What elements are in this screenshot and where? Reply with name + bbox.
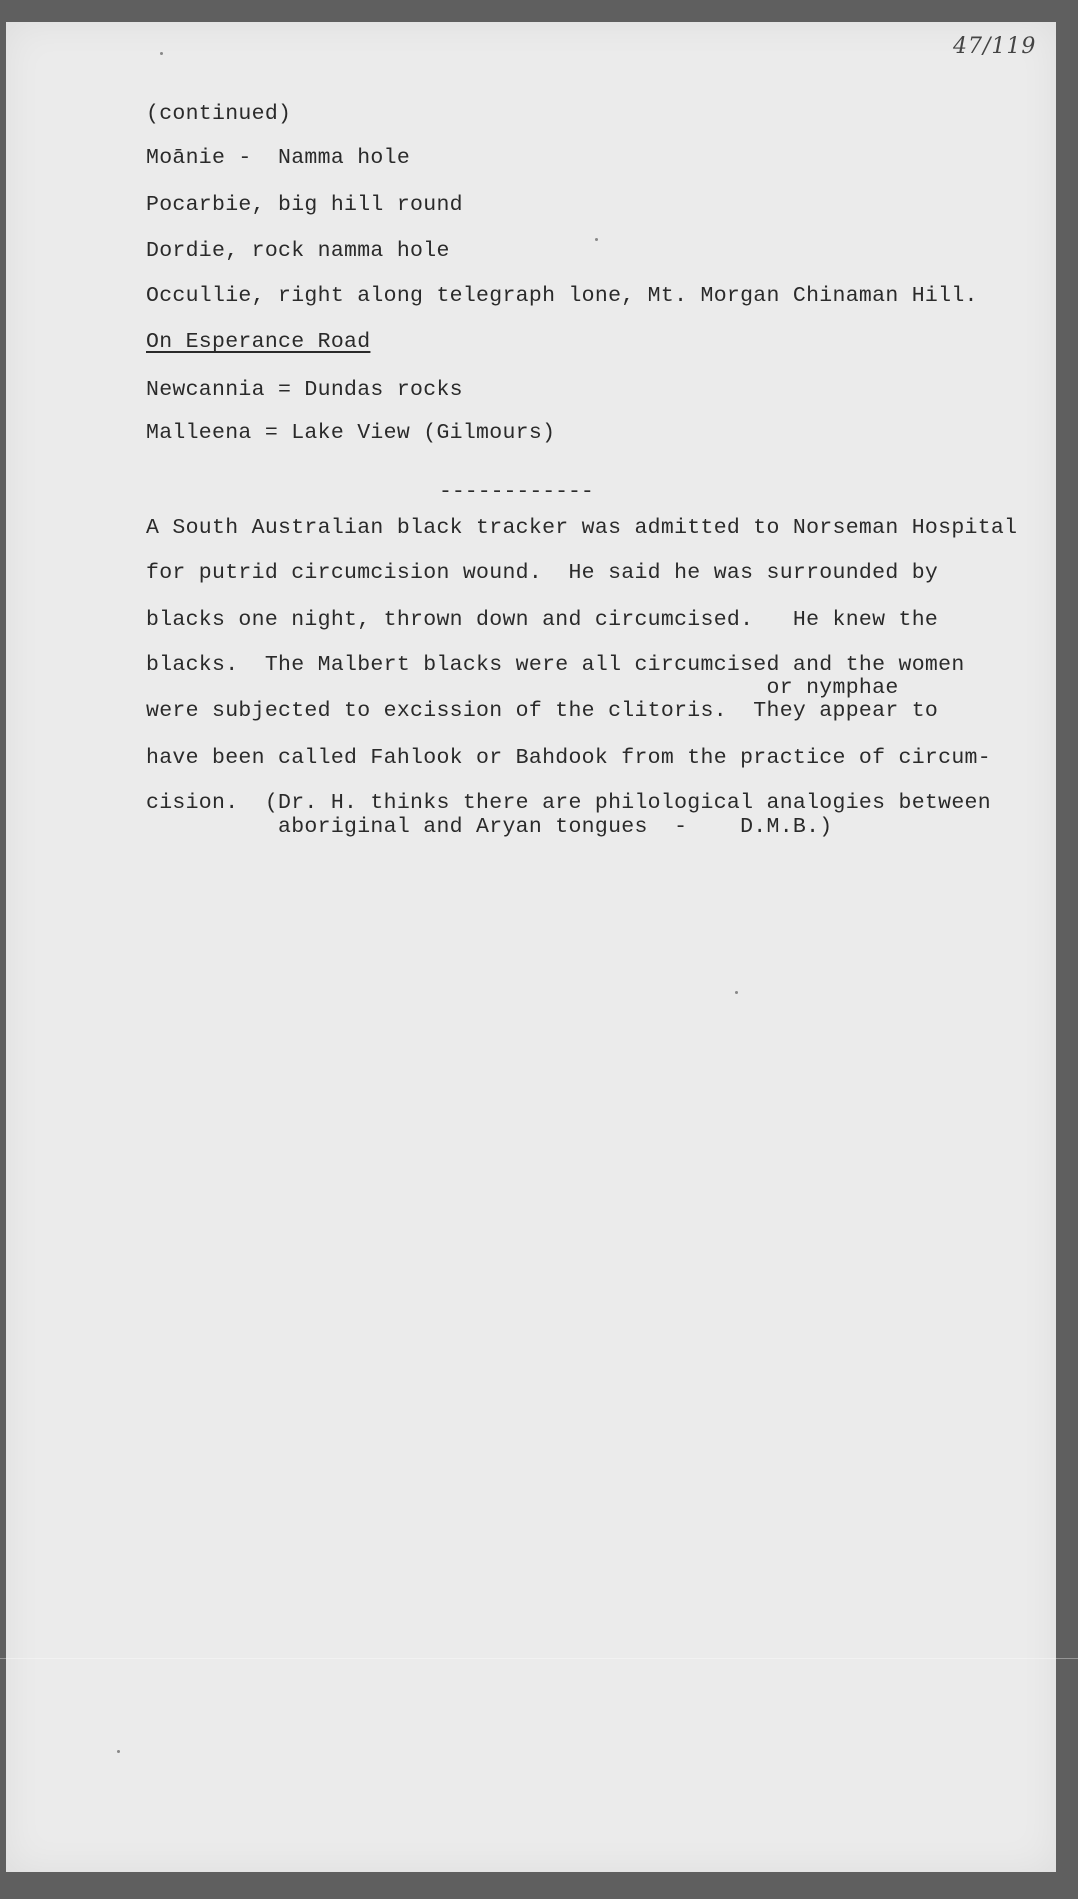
continued-label: (continued) — [146, 102, 292, 126]
place-line-occullie: Occullie, right along telegraph lone, Mt. Morgan Chinaman Hill. — [146, 284, 978, 308]
paper-speck — [735, 991, 738, 994]
page-number: 47/119 — [953, 34, 1037, 59]
place-line-pocarbie: Pocarbie, big hill round — [146, 193, 463, 217]
scan-seam — [0, 1658, 1078, 1659]
paper-speck — [117, 1750, 120, 1753]
paragraph-line: cision. (Dr. H. thinks there are philological analogies between — [146, 791, 991, 815]
section-heading-esperance-road: On Esperance Road — [146, 330, 371, 354]
paragraph-line: blacks. The Malbert blacks were all circumcised and the women — [146, 653, 965, 677]
paper-speck — [595, 238, 598, 241]
paragraph-line: were subjected to excission of the clitoris. They appear to — [146, 699, 939, 723]
paragraph-line: have been called Fahlook or Bahdook from the practice of circum- — [146, 746, 991, 770]
paragraph-line: for putrid circumcision wound. He said he was surrounded by — [146, 561, 939, 585]
paragraph-line: aboriginal and Aryan tongues - D.M.B.) — [146, 815, 833, 839]
section-divider: ------------ — [439, 480, 594, 504]
paragraph-line: blacks one night, thrown down and circumcised. He knew the — [146, 608, 939, 632]
place-line-newcannia: Newcannia = Dundas rocks — [146, 378, 463, 402]
place-line-moanie: Moānie - Namma hole — [146, 146, 411, 170]
place-line-malleena: Malleena = Lake View (Gilmours) — [146, 421, 556, 445]
interlinear-insertion: or nymphae — [146, 676, 899, 700]
paper-speck — [160, 52, 163, 55]
paragraph-line: A South Australian black tracker was admitted to Norseman Hospital — [146, 516, 1018, 540]
place-line-dordie: Dordie, rock namma hole — [146, 239, 450, 263]
